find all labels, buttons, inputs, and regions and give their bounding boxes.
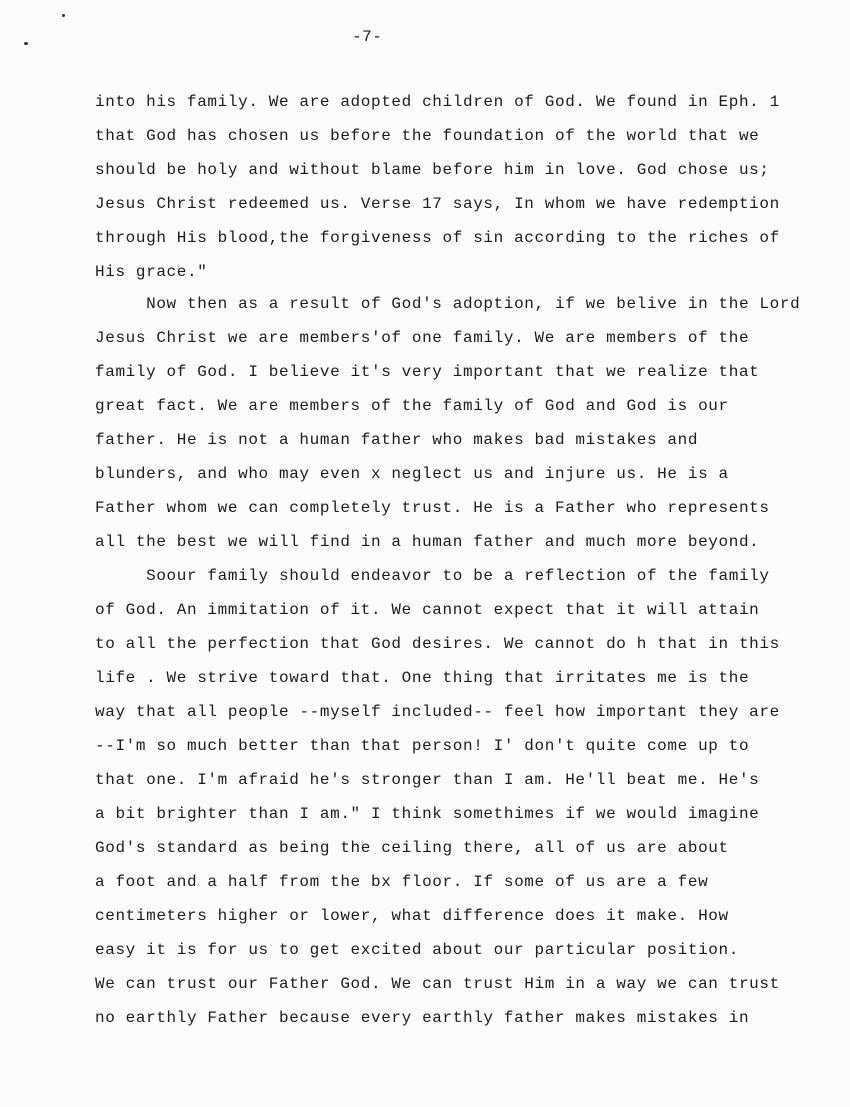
text-line: Jesus Christ we are members'of one family. We are members of the [95,329,750,347]
text-line: father. He is not a human father who makes bad mistakes and [95,431,699,449]
text-line: life . We strive toward that. One thing that irritates me is the [95,669,750,687]
text-line: family of God. I believe it's very important that we realize that [95,363,760,381]
text-line: a bit brighter than I am." I think somethimes if we would imagine [95,805,760,823]
text-line: Now then as a result of God's adoption, if we belive in the Lord [95,295,801,313]
text-line: Soour family should endeavor to be a reflection of the family [95,567,770,585]
text-line: God's standard as being the ceiling there, all of us are about [95,839,729,857]
text-line: way that all people --myself included-- feel how important they are [95,703,780,721]
text-line: easy it is for us to get excited about our particular position. [95,941,739,959]
text-line: all the best we will find in a human father and much more beyond. [95,533,760,551]
text-line: into his family. We are adopted children of God. We found in Eph. 1 [95,93,780,111]
text-line: to all the perfection that God desires. We cannot do h that in this [95,635,780,653]
text-line: centimeters higher or lower, what difference does it make. How [95,907,729,925]
text-line: no earthly Father because every earthly father makes mistakes in [95,1009,750,1027]
text-line: that God has chosen us before the foundation of the world that we [95,127,760,145]
text-line: should be holy and without blame before him in love. God chose us; [95,161,770,179]
text-line: great fact. We are members of the family of God and God is our [95,397,729,415]
text-line: Father whom we can completely trust. He is a Father who represents [95,499,770,517]
text-line: that one. I'm afraid he's stronger than I am. He'll beat me. He's [95,771,760,789]
text-line: a foot and a half from the bx floor. If some of us are a few [95,873,709,891]
text-line: of God. An immitation of it. We cannot expect that it will attain [95,601,760,619]
ink-speck [62,14,65,17]
text-line: --I'm so much better than that person! I' don't quite come up to [95,737,750,755]
text-line: His grace." [95,263,208,281]
page-number: -7- [352,28,383,46]
text-line: Jesus Christ redeemed us. Verse 17 says, In whom we have redemption [95,195,780,213]
text-line: through His blood,the forgiveness of sin according to the riches of [95,229,780,247]
text-line: We can trust our Father God. We can trust Him in a way we can trust [95,975,780,993]
ink-speck [24,42,28,45]
text-line: blunders, and who may even x neglect us and injure us. He is a [95,465,729,483]
